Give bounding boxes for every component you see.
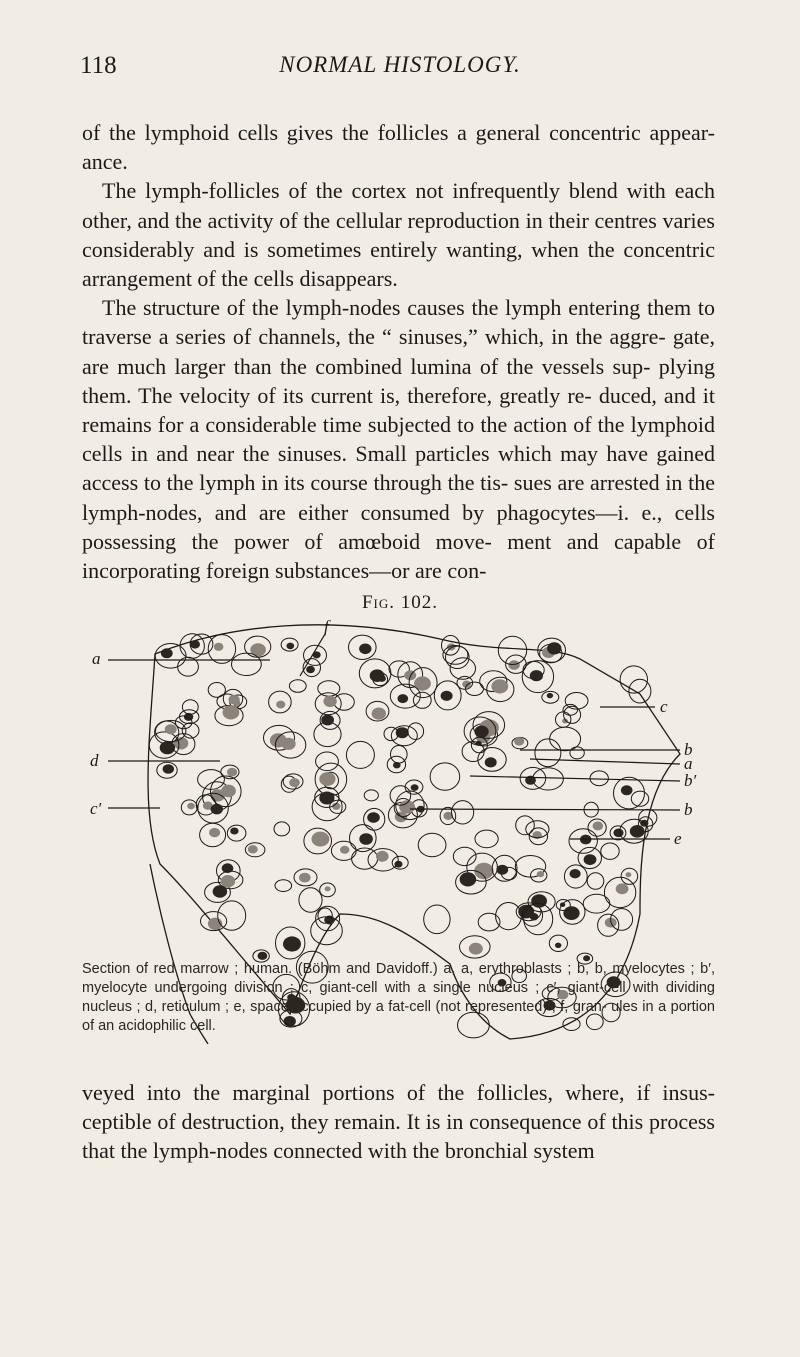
cell-nucleus [221,875,236,887]
cell-nucleus [530,670,543,681]
label-a-right: a [684,754,693,773]
cell-outline [535,739,561,767]
cell-nucleus [276,701,285,709]
cell-outline [475,830,498,848]
cell-nucleus [530,913,539,920]
cell-nucleus [306,666,315,673]
cell-nucleus [547,693,553,698]
cell-nucleus [213,885,228,897]
cell-nucleus [399,800,415,813]
cell-nucleus [319,772,335,786]
cell-nucleus [514,737,524,746]
cell-nucleus [299,873,311,883]
cell-nucleus [563,906,579,920]
cell-outline [430,763,460,790]
cell-nucleus [340,846,349,854]
cell-outline [590,771,608,786]
cell-nucleus [462,681,471,688]
cell-nucleus [508,660,519,670]
label-f: f [324,617,329,636]
label-a-left: a [92,649,101,668]
cell-outline [583,894,610,913]
cell-nucleus [441,691,453,701]
cell-nucleus [485,757,497,767]
cell-outline [182,700,198,715]
paragraph: veyed into the marginal portions of the follicles, where, if insus- ceptible of destruction, they remain. It is in consequence of this process that the lymph-nodes connected with the bronchial system [82,1080,715,1164]
cell-outline [533,768,564,790]
cell-nucleus [209,828,220,837]
cell-nucleus [531,894,547,907]
cell-nucleus [460,872,477,886]
cell-outline [334,694,354,710]
cell-outline [208,683,225,698]
paragraph: The structure of the lymph-nodes causes the lymph entering them to traverse a series of channels, the “ sinuses,” which, in the aggre- gate, are much larger than the combined lumina of the vessels sup- plying them. The velocity of its current is, therefore, greatly re- duced, and it remains for a considerable time subjected to the action of the lymphoid cells in and near the sinuses. Small particles which may have gained access to the lymph in its course through the tis- sues are arrested in the lymph-nodes, and are either consumed by phagocytes—i. e., cells possessing the power of amœboid move- ment and capable of incorporating foreign substances—or are con- [82,295,715,584]
running-head: NORMAL HISTOLOGY. [279,52,521,77]
cell-outline [289,680,306,693]
cell-nucleus [163,764,174,774]
cell-outline [232,653,262,675]
cell-nucleus [325,886,331,891]
label-d: d [90,751,99,770]
cell-nucleus [165,724,177,734]
label-c: c [660,697,668,716]
cell-outline [274,822,290,836]
cell-outline [218,901,246,930]
cell-nucleus [626,872,632,877]
label-b-1: b [684,740,693,759]
cell-outline [413,692,431,708]
cell-nucleus [190,640,200,648]
cell-nucleus [359,644,371,655]
cell-nucleus [398,694,409,703]
cell-outline [424,905,450,934]
cell-nucleus [161,648,173,658]
page-number: 118 [80,52,117,79]
cell-nucleus [319,792,334,805]
cell-nucleus [404,670,416,680]
cell-nucleus [376,851,389,862]
cell-nucleus [229,695,240,705]
cell-nucleus [367,812,380,823]
label-e: e [674,829,682,848]
cell-nucleus [570,869,581,878]
cell-nucleus [621,785,633,795]
body-text-bottom [82,1078,715,1166]
cell-nucleus [411,784,419,791]
cell-nucleus [616,883,629,894]
paragraph: The lymph-follicles of the cortex not infrequently blend with each other, and the activity of the cellular reproduction in their centres varies considerably and is sometimes entirely wanting, when the concentric arrangement of the cells disappears. [82,178,715,292]
cell-outline [275,880,292,892]
cell-outline [314,722,341,746]
cell-nucleus [187,803,195,810]
cell-outline [570,747,584,759]
cell-nucleus [630,825,645,838]
cell-nucleus [372,708,386,720]
cell-outline [446,646,470,668]
cell-nucleus [359,833,373,845]
cell-nucleus [312,832,330,847]
cell-nucleus [258,952,268,960]
cell-nucleus [248,845,258,853]
cell-nucleus [537,871,544,877]
cell-nucleus [221,785,236,798]
cell-nucleus [323,696,336,707]
body-text-top [82,118,715,585]
figure-title: Fig. 102. [361,592,439,613]
cell-outline [418,833,446,856]
cell-nucleus [214,643,224,651]
cell-nucleus [593,821,604,830]
cell-nucleus [223,705,240,719]
cell-nucleus [160,741,175,754]
cell-outline [516,816,535,835]
cell-outline [391,746,408,764]
cell-nucleus [286,643,294,650]
label-c-prime: c′ [90,799,102,818]
label-b-2: b [684,800,693,819]
cell-nucleus [321,715,334,726]
cell-nucleus [613,829,623,838]
cell-outline [316,752,339,771]
cell-nucleus [584,854,597,865]
cell-outline [299,888,322,912]
cell-nucleus [211,804,223,815]
page-header [80,52,720,82]
cell-nucleus [475,726,489,738]
cell-outline [601,843,619,859]
cell-outline [587,873,604,890]
label-b-prime: b′ [684,771,697,790]
cell-nucleus [289,778,300,787]
cell-nucleus [496,865,508,875]
cell-outline [498,636,526,664]
cell-nucleus [283,936,301,951]
cell-nucleus [370,669,385,682]
cell-nucleus [230,828,238,835]
cell-nucleus [555,943,561,948]
cell-nucleus [491,679,508,693]
cell-outline [346,741,374,768]
cell-outline [524,903,553,934]
paragraph: of the lymphoid cells gives the follicles a general concentric appear- ance. [82,120,715,175]
cell-nucleus [469,943,483,955]
cell-nucleus [227,768,237,777]
cell-nucleus [281,738,295,750]
figure-caption: Section of red marrow ; human. (Böhm and Davidoff.) a, a, erythroblasts ; b, b, myelocytes ; b′, myelocyte undergoing division ; c, giant-cell with a single nucleus ; c′, giant-cell with dividing nucleus ; d, reticulum ; e, space occupied by a fat-cell (not represented) ; f, gran- ules in a portion of an acidophilic cell. [82,961,715,1034]
cell-outline [364,790,378,801]
cell-nucleus [547,642,561,654]
